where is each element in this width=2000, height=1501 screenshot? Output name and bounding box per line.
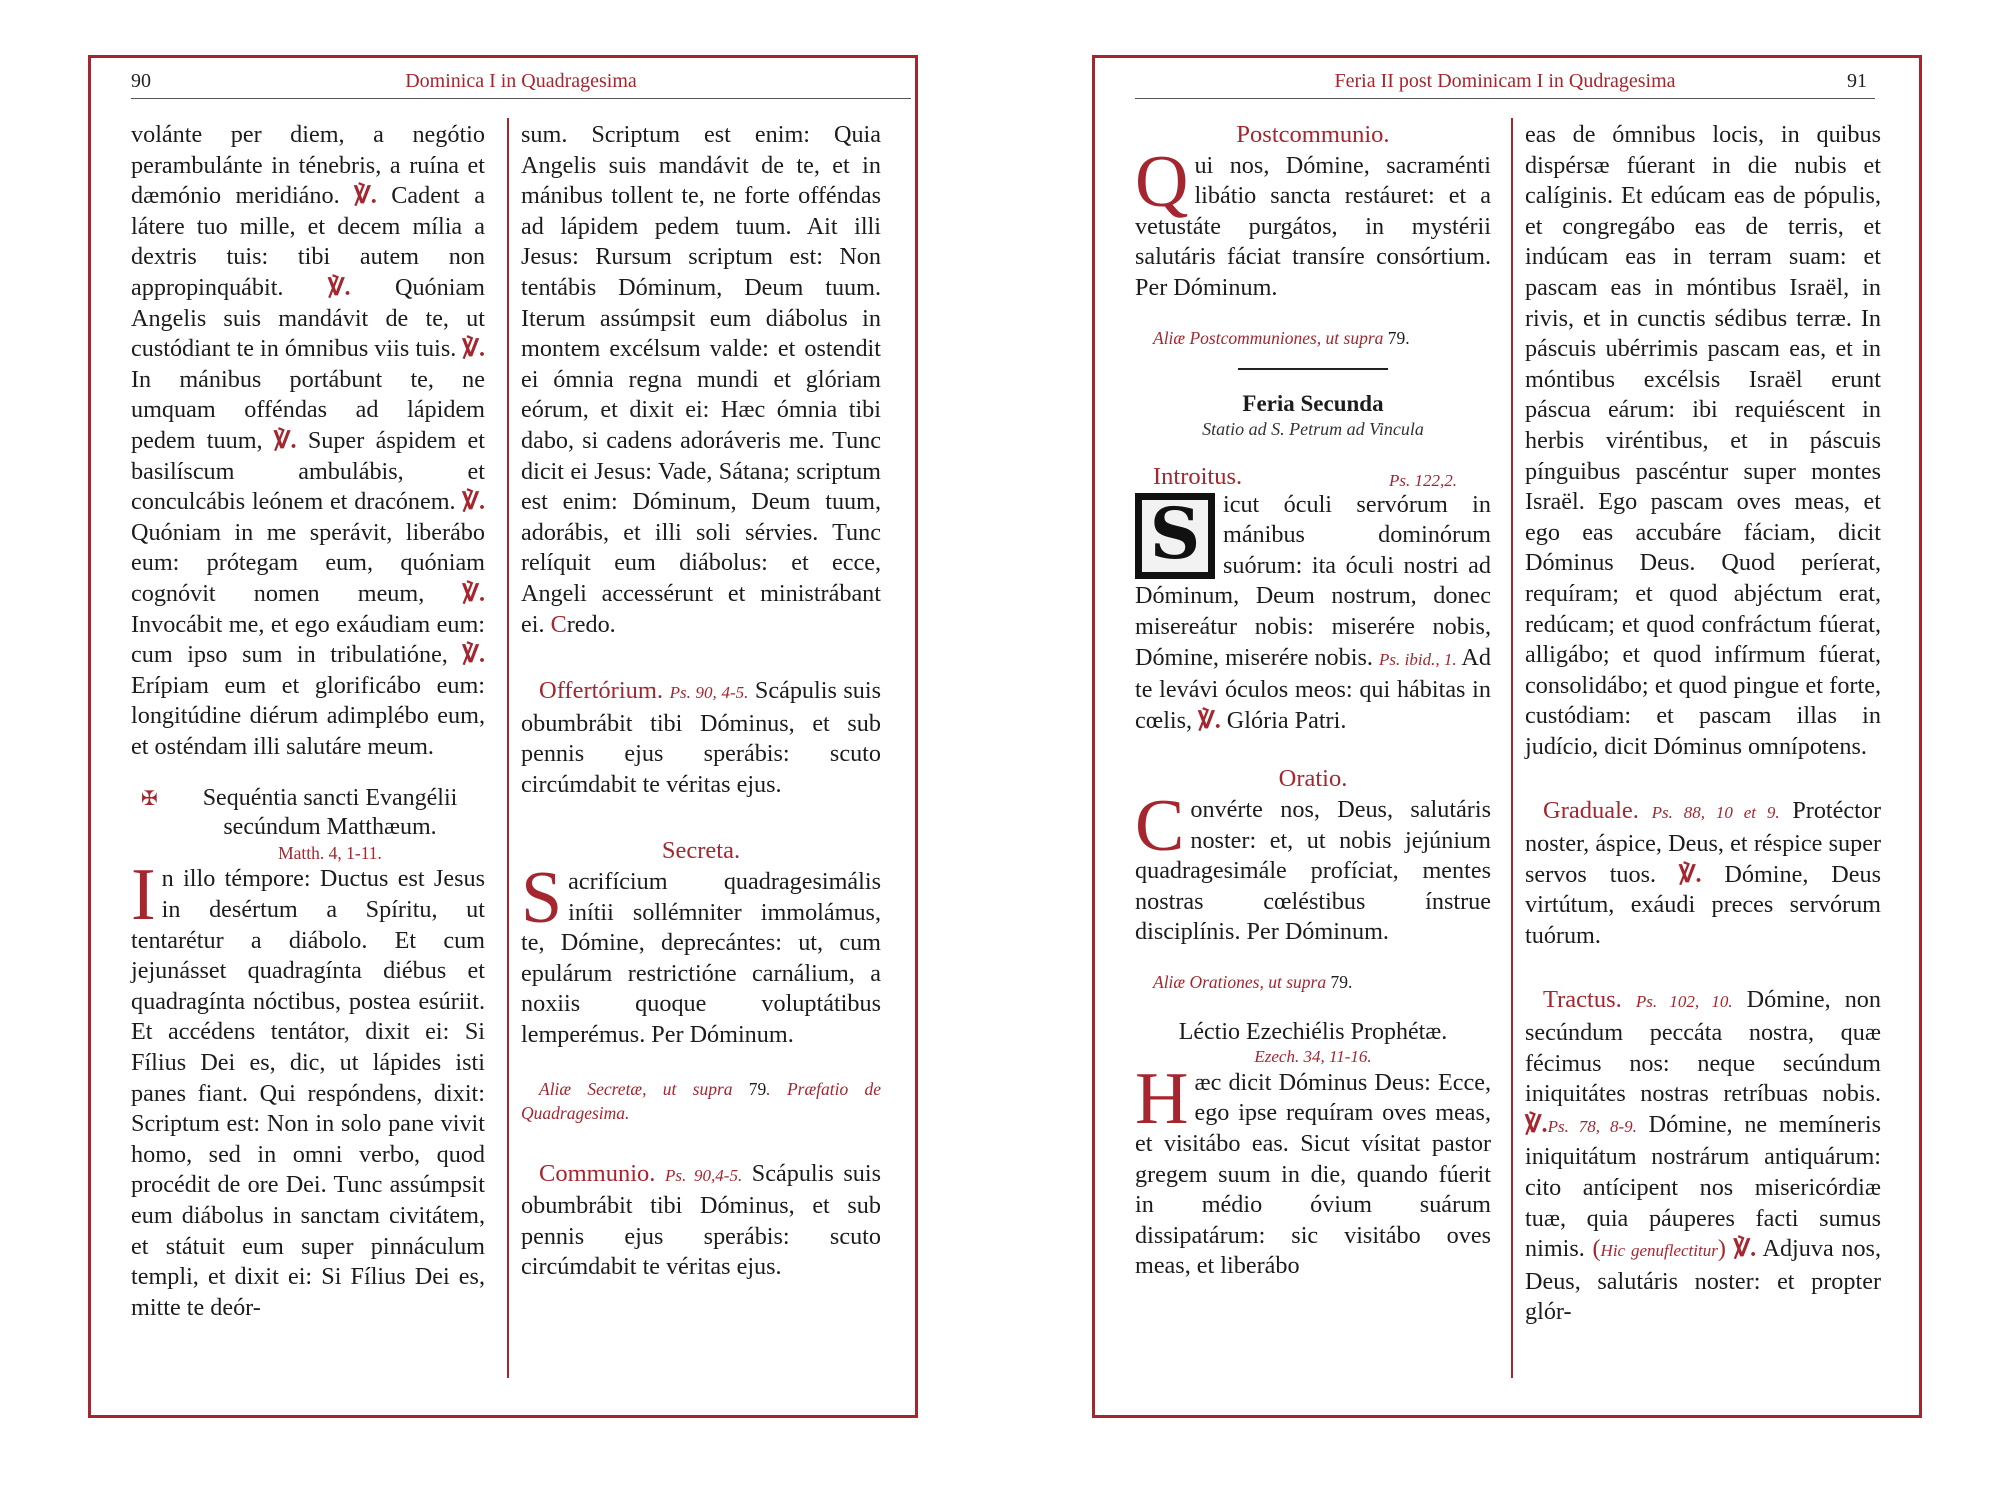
right-page-header bbox=[1135, 68, 1875, 99]
credo-initial: C bbox=[550, 610, 567, 638]
left-page-header bbox=[131, 68, 911, 99]
lectio-text: Hæc dicit Dóminus Deus: Ecce, ego ipse requíram oves meas, et visitábo eas. Sicut vísitat pastor gregem suum in die, quando fúerit in médio óvium suárum dissipatárum: sic visitábo oves meas, et liberábo bbox=[1135, 1057, 1491, 1280]
offertory: Offertórium. Ps. 90, 4-5. Scápulis suis obumbrábit tibi Dóminus, et sub pennis ejus sperábis: scuto circúmdabit te véritas ejus. bbox=[521, 677, 881, 798]
drop-cap: I bbox=[131, 854, 156, 937]
introit-heading bbox=[1135, 462, 1491, 490]
postcommunio-heading: Postcommunio. bbox=[1236, 121, 1390, 148]
tract-label: Tractus. bbox=[1543, 986, 1622, 1014]
versicle-icon: ℣. bbox=[1678, 860, 1702, 888]
right-page bbox=[1092, 55, 1922, 1418]
offertory-reference: Ps. 90, 4-5. bbox=[669, 683, 749, 703]
versicle-icon: ℣. bbox=[1733, 1235, 1757, 1263]
versicle-icon: ℣. bbox=[354, 182, 377, 210]
right-column-a bbox=[1135, 120, 1491, 1282]
secreta-note: Aliæ Secretæ, ut supra 79. Præfatio de Quadragesima. bbox=[521, 1078, 882, 1123]
section-rule bbox=[1238, 368, 1388, 370]
postcommunio-text: Qui nos, Dómine, sacraménti libátio sancta restáuret: et a vetustáte purgátos, in mystérii salutáris fáciat transíre consórtium. Per Dóminum. bbox=[1135, 140, 1491, 301]
versicle-icon: ℣. bbox=[273, 426, 297, 454]
versicle-icon: ℣. bbox=[462, 488, 485, 516]
introit-reference: Ps. 122,2. bbox=[1389, 470, 1457, 490]
introit-label: Introitus. bbox=[1153, 462, 1243, 490]
psalm-91-text: volánte per diem, a negótio perambulánte in ténebris, a ruína et dæmónio meridiáno. ℣. Cadent a látere tuo mille, et decem mília a dextris tuis: tibi autem non appropinquábit. ℣. Quóniam Angelis suis mandávit de te, ut custódiant te in ómnibus viis tuis. ℣. In mánibus portábunt te, ne umquam offéndas ad lápidem pedem tuum, ℣. Super áspidem et basilíscum ambulábis, et conculcábis leónem et dracónem. ℣. Quóniam in me sperávit, liberábo eum: prótegam eum, quóniam cognóvit nomen meum, ℣. Invocábit me, et ego exáudiam eum: cum ipso sum in tribulatióne, ℣. Erípiam eum et glorificábo eum: longitúdine diérum adimplébo eum, et osténdam illi salutáre meum. bbox=[131, 121, 485, 760]
feria-title: Feria Secunda bbox=[1242, 390, 1384, 416]
introit-text: S icut óculi servórum in mánibus dominórum suórum: ita óculi nostri ad Dóminum, Deum nostrum, donec misereátur nobis: miserére nobis, Dómine, miserére nobis. Ps. ibid., 1. Ad te levávi óculos meos: qui hábitas in cœlis, ℣. Glória Patri. bbox=[1135, 490, 1491, 734]
communion: Communio. Ps. 90,4-5. Scápulis suis obumbrábit tibi Dóminus, et sub pennis ejus sperábis: scuto circúmdabit te véritas ejus. bbox=[521, 1159, 881, 1281]
postcommunio-note: Aliæ Postcommuniones, ut supra 79. bbox=[1153, 327, 1410, 348]
gradual-label: Graduale. bbox=[1543, 797, 1639, 825]
running-title: Dominica I in Quadragesima bbox=[405, 70, 637, 92]
oratio-note: Aliæ Orationes, ut supra 79. bbox=[1153, 971, 1353, 992]
gospel-title: Sequéntia sancti Evangélii secúndum Matthæum. bbox=[202, 785, 458, 841]
left-column-a bbox=[131, 120, 485, 1323]
tract-reference: Ps. 102, 10. bbox=[1635, 992, 1733, 1012]
oratio-heading: Oratio. bbox=[1278, 765, 1348, 793]
versicle-icon: ℣. bbox=[462, 641, 485, 669]
gospel-reference: Matth. 4, 1-11. bbox=[278, 843, 382, 864]
introit-reference-2: Ps. ibid., 1. bbox=[1379, 649, 1457, 669]
page-number: 90 bbox=[131, 70, 151, 92]
offertory-label: Offertórium. bbox=[539, 677, 664, 705]
communion-reference: Ps. 90,4-5. bbox=[664, 1165, 743, 1185]
secreta-heading: Secreta. bbox=[661, 837, 741, 865]
drop-cap: Q bbox=[1135, 140, 1189, 223]
secreta-text: Sacrifícium quadragesimális inítii sollémniter immolámus, te, Dómine, deprecántes: ut, cum epulárum restrictióne carnálium, a noxiis quoque voluptátibus lemperémus. Per Dóminum. bbox=[521, 857, 881, 1049]
left-page bbox=[88, 55, 918, 1418]
drop-cap: C bbox=[1135, 784, 1185, 867]
gradual-reference: Ps. 88, 10 et 9. bbox=[1651, 803, 1780, 823]
versicle-icon: ℣. bbox=[327, 273, 351, 301]
left-column-b bbox=[521, 120, 881, 1283]
tract-reference-2: Ps. 78, 8-9. bbox=[1547, 1116, 1637, 1136]
lectio-title: Léctio Ezechiélis Prophétæ. bbox=[1178, 1018, 1448, 1045]
column-divider bbox=[507, 118, 509, 1378]
lectio-continuation: eas de ómnibus locis, in quibus dispérsæ fúerant in die nubis et calíginis. Et edúcam eas de pópulis, et congregábo eas de terris, et indúcam eas in terram suam: et pascam eas in móntibus Israël, in rivis, et in cunctis sédibus terræ. In páscuis ubérrimis pascam eas, et in móntibus excélsis Israël erunt páscua eárum: ibi requiéscent in herbis viréntibus, et in páscuis pínguibus pascéntur super montes Israël. Ego pascam oves meas, et ego eas accubáre fáciam, dicit Dóminus Deus. Quod períerat, requíram; et quod abjéctum erat, redúcam; et quod confráctum fúerat, alligábo; et quod infírmum fúerat, consolidábo; et quod pingue et forte, custódiam: et pascam illas in judício, dicit Dóminus omnípotens. bbox=[1525, 121, 1881, 760]
tract: Tractus. Ps. 102, 10. Dómine, non secúndum peccáta nostra, quæ fécimus nos: neque secúndum iniquitátes nostras retríbuas nobis. ℣.Ps. 78, 8-9. Dómine, ne memíneris iniquitátum nostrárum antiquárum: cito antícipent nos misericórdiæ tuæ, quia páuperes facti sumus nimis. (Hic genuflectitur) ℣. Adjuva nos, Deus, salutáris noster: et propter glór- bbox=[1525, 986, 1881, 1326]
versicle-icon: ℣. bbox=[462, 579, 485, 607]
running-title: Feria II post Dominicam I in Qudragesima bbox=[1334, 70, 1676, 92]
ornamental-initial: S bbox=[1135, 493, 1215, 579]
gospel-continuation: sum. Scriptum est enim: Quia Angelis suis mandávit de te, et in mánibus tollent te, ne forte offéndas ad lápidem pedem tuum. Ait illi Jesus: Rursum scriptum est: Non tentábis Dóminum, Deum tuum. Iterum assúmpsit eum diábolus in montem excélsum valde: et ostendit ei ómnia regna mundi et glóriam eórum, et dixit ei: Hæc ómnia tibi dabo, si cadens adoráveris me. Tunc dicit ei Jesus: Vade, Sátana; scriptum est enim: Dóminum, Deum tuum, adorábis, et illi soli sérvies. Tunc relíquit eum diábolus: et ecce, Angeli accessérunt et ministrábant ei. Credo. bbox=[521, 121, 881, 638]
oratio-text: Convérte nos, Deus, salutáris noster: et, ut nobis jejúnium quadragesimále profíciat, mentes nostras cœléstibus ínstrue disciplínis. Per Dóminum. bbox=[1135, 784, 1491, 946]
rubric: Hic genuflectitur bbox=[1600, 1241, 1718, 1261]
communion-label: Communio. bbox=[539, 1159, 656, 1187]
page-number: 91 bbox=[1847, 70, 1867, 92]
right-column-b bbox=[1525, 120, 1881, 1328]
gospel-heading bbox=[131, 784, 485, 864]
lectio-reference: Ezech. 34, 11-16. bbox=[1254, 1046, 1372, 1066]
versicle-icon: ℣. bbox=[1198, 706, 1221, 734]
drop-cap: S bbox=[521, 857, 563, 940]
gospel-text: In illo témpore: Ductus est Jesus in desértum a Spíritu, ut tentarétur a diábolo. Et cum jejunásset quadragínta diébus et quadragínta nóctibus, postea esúriit. Et accédens tentátor, dixit ei: Si Fílius Dei es, dic, ut lápides isti panes fiant. Qui respóndens, dixit: Scriptum est: Non in solo pane vivit homo, sed in omni verbo, quod procédit de ore Dei. Tunc assúmpsit eum diábolus in sanctam civitátem, et státuit eum super pinnáculum templi, et dixit ei: Si Fílius Dei es, mitte te deór- bbox=[131, 854, 485, 1321]
versicle-icon: ℣. bbox=[462, 335, 485, 363]
column-divider bbox=[1511, 118, 1513, 1378]
gradual: Graduale. Ps. 88, 10 et 9. Protéctor noster, áspice, Deus, et réspice super servos tuos. ℣. Dómine, Deus virtútum, exáudi preces servórum tuórum. bbox=[1525, 797, 1882, 949]
versicle-icon: ℣. bbox=[1525, 1110, 1548, 1138]
station-subtitle: Statio ad S. Petrum ad Vincula bbox=[1202, 418, 1424, 439]
drop-cap: H bbox=[1135, 1057, 1189, 1140]
cross-icon: ✠ bbox=[141, 788, 158, 811]
